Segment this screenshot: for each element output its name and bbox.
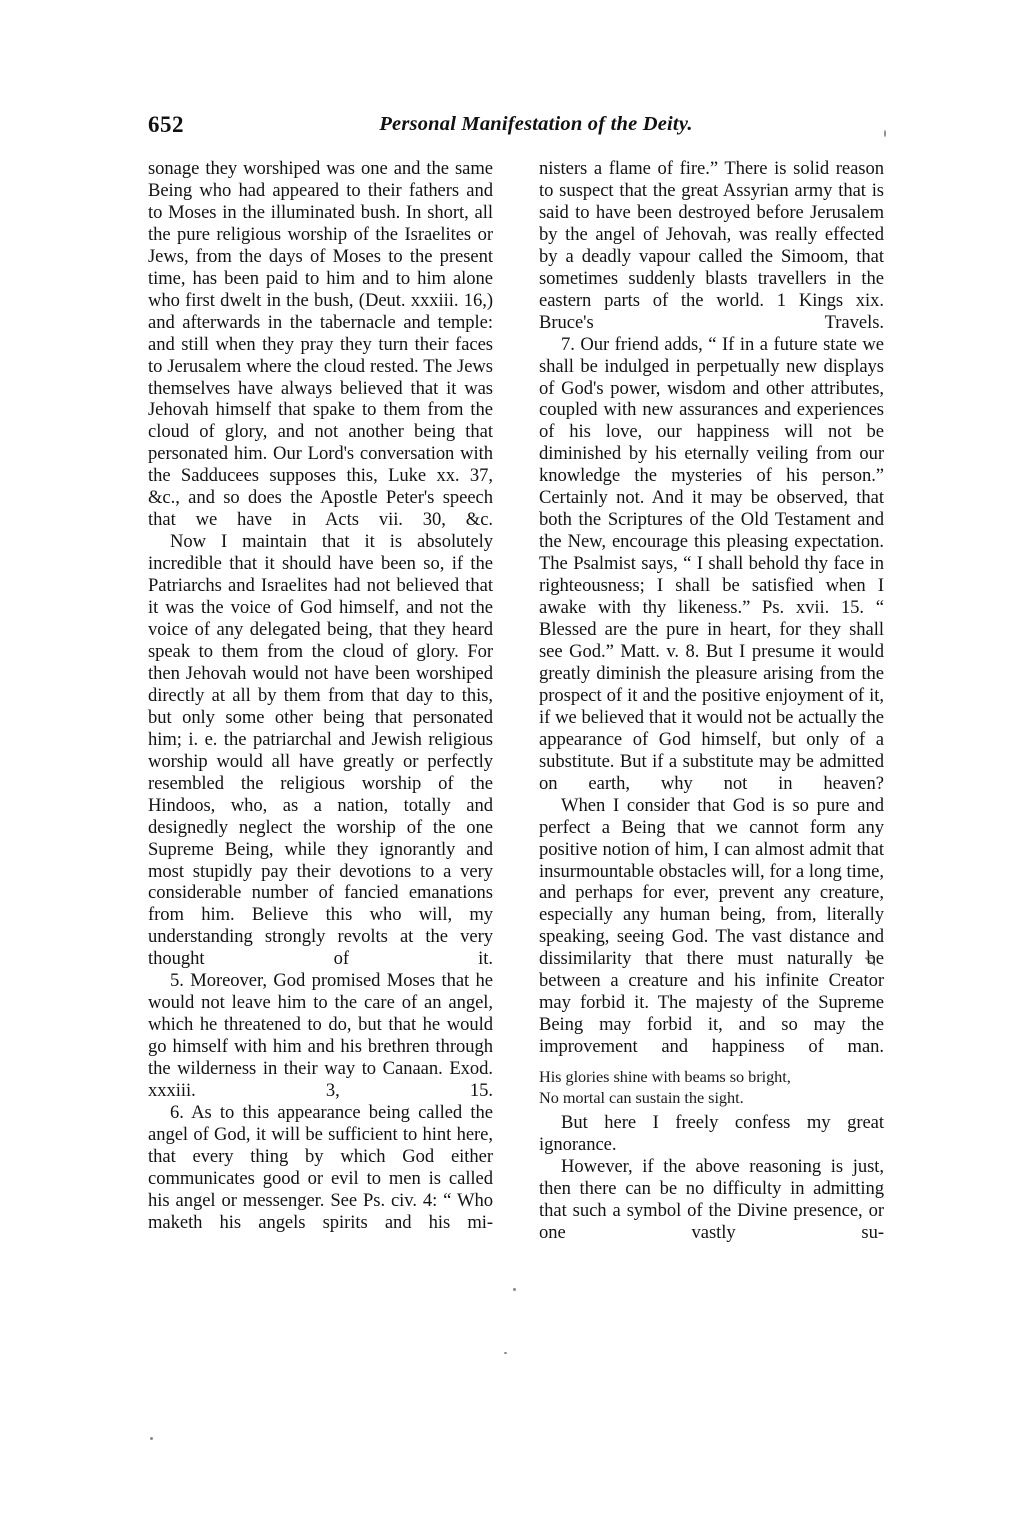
running-head: [148, 112, 884, 142]
paragraph-when-i-consider: When I consider that God is so pure and perfect a Being that we cannot form any positive notion of him, I can almost admit that insurmountable obstacles will, for a long time, and perhaps for ever, prevent any creature, especially any human being, from, literally speaking, seeing God. The vast distance and dissimilarity that there must naturally be between a creature and his infinite Creator may forbid it. The majesty of the Supreme Being may forbid it, and so may the improvement and happiness of man.: [539, 794, 884, 1058]
paragraph-nisters: nisters a flame of fire.” There is solid reason to suspect that the great Assyrian army that is said to have been destroyed before Jerusalem by the angel of Jehovah, was really effected by a deadly vapour called the Simoom, that sometimes suddenly blasts travellers in the eastern parts of the world. 1 Kings xix. Bruce's Travels.: [539, 158, 884, 333]
paragraph-6-as-to-this: 6. As to this appearance being called the angel of God, it will be sufficient to hint here, that every thing by which God either communicates good or evil to men is called his angel or messenger. See Ps. civ. 4: “ Who maketh his angels spirits and his mi-: [148, 1101, 493, 1233]
verse-line-2: No mortal can sustain the sight.: [539, 1087, 744, 1107]
paragraph-however: However, if the above reasoning is just, then there can be no difficulty in admitting that such a symbol of the Divine presence, or one vastly su-: [539, 1155, 884, 1243]
paragraph-5-moreover: 5. Moreover, God promised Moses that he would not leave him to the care of an angel, which he threatened to do, but that he would go himself with him and his brethren through the wilderness in their way to Canaan. Exod. xxxiii. 3, 15.: [148, 970, 493, 1102]
scan-speck: [884, 130, 886, 137]
verse-quotation: [539, 1058, 884, 1112]
page-folio-number: 652: [148, 112, 184, 137]
column-right: [539, 158, 884, 1244]
running-title: Personal Manifestation of the Deity.: [379, 113, 693, 135]
paragraph-but-here: But here I freely confess my great ignorance.: [539, 1112, 884, 1156]
verse-line-1: His glories shine with beams so bright,: [539, 1067, 791, 1087]
paragraph-sonage: sonage they worshiped was one and the same Being who had appeared to their fathers and to Moses in the illuminated bush. In short, all the pure religious worship of the Israelites or Jews, from the days of Moses to the present time, has been paid to him and to him alone who first dwelt in the bush, (Deut. xxxiii. 16,) and afterwards in the tabernacle and temple: and still when they pray they turn their faces to Jerusalem where the cloud rested. The Jews themselves have always believed that it was Jehovah himself that spake to them from the cloud of glory, and not another being that personated him. Our Lord's conversation with the Sadducees supposes this, Luke xx. 37, &c., and so does the Apostle Peter's speech that we have in Acts vii. 30, &c.: [148, 158, 493, 531]
column-left: [148, 158, 493, 1234]
paragraph-now-i-maintain: Now I maintain that it is absolutely incredible that it should have been so, if the Patriarchs and Israelites had not believed that it was the voice of God himself, and not the voice of any delegated being, that they heard speak to them from the cloud of glory. For then Jehovah would not have been worshiped directly at all by them from that day to this, but only some other being that personated him; i. e. the patriarchal and Jewish religious worship would all have greatly or perfectly resembled the religious worship of the Hindoos, who, as a nation, totally and designedly neglect the worship of the one Supreme Being, while they ignorantly and most stupidly pay their devotions to a very considerable number of fancied emanations from him. Believe this who will, my understanding strongly revolts at the very thought of it.: [148, 531, 493, 970]
paragraph-7-our-friend: 7. Our friend adds, “ If in a future state we shall be indulged in perpetually new displays of God's power, wisdom and other attributes, coupled with new assurances and experiences of his love, our happiness will not be diminished by his eternally veiling from our knowledge the mysteries of his person.” Certainly not. And it may be observed, that both the Scriptures of the Old Testament and the New, encourage this pleasing expectation. The Psalmist says, “ I shall behold thy face in righteousness; I shall be satisfied when I awake with thy likeness.” Ps. xvii. 15. “ Blessed are the pure in heart, for they shall see God.” Matt. v. 8. But I presume it would greatly diminish the pleasure arising from the prospect of it and the positive enjoyment of it, if we believed that it would not be actually the appearance of God himself, but only of a substitute. But if a substitute may be admitted on earth, why not in heaven?: [539, 333, 884, 794]
body-columns: [148, 158, 884, 1458]
